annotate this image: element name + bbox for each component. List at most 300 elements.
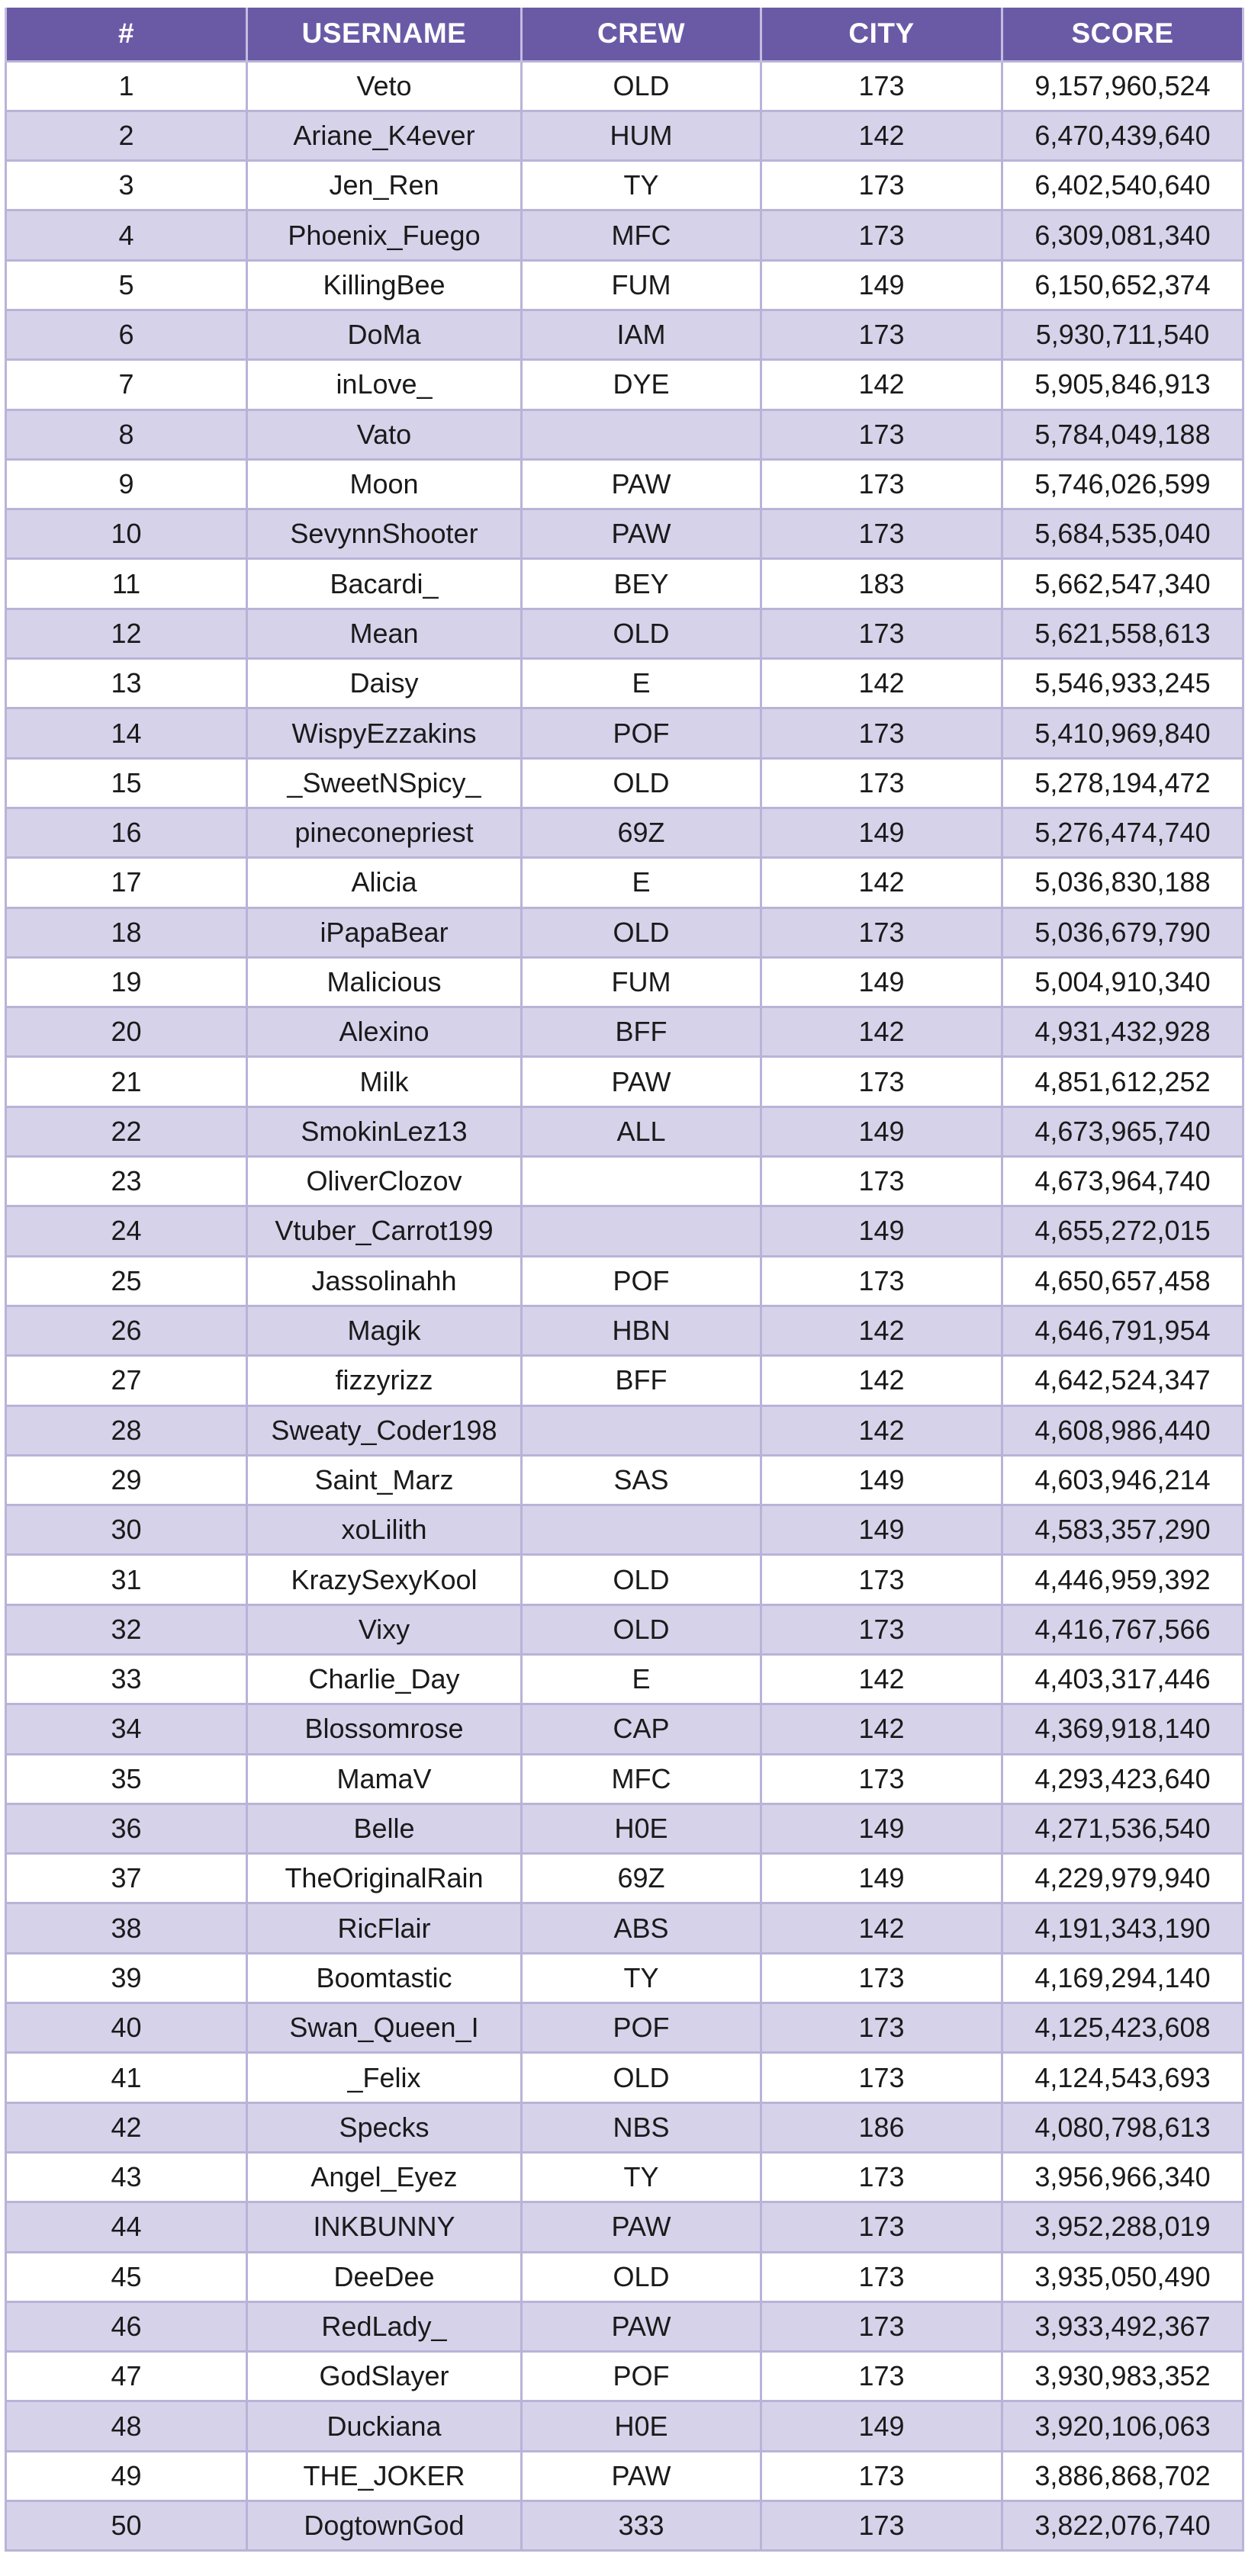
cell-username: Daisy — [247, 659, 522, 708]
table-row — [6, 2252, 1243, 2301]
table-row — [6, 161, 1243, 210]
cell-score: 4,650,657,458 — [1002, 1256, 1243, 1306]
cell-crew: BFF — [522, 1007, 761, 1057]
cell-score: 9,157,960,524 — [1002, 61, 1243, 111]
cell-score: 4,655,272,015 — [1002, 1206, 1243, 1256]
cell-username: Mean — [247, 609, 522, 658]
cell-rank: 27 — [6, 1356, 247, 1405]
cell-score: 4,931,432,928 — [1002, 1007, 1243, 1057]
cell-rank: 25 — [6, 1256, 247, 1306]
cell-city: 173 — [761, 2053, 1002, 2102]
cell-username: iPapaBear — [247, 907, 522, 957]
cell-score: 5,546,933,245 — [1002, 659, 1243, 708]
cell-crew: HBN — [522, 1306, 761, 1355]
cell-score: 3,933,492,367 — [1002, 2301, 1243, 2351]
cell-city: 173 — [761, 61, 1002, 111]
cell-city: 142 — [761, 111, 1002, 160]
table-header — [6, 8, 1243, 61]
table-row — [6, 1057, 1243, 1107]
cell-username: KillingBee — [247, 260, 522, 310]
cell-username: Swan_Queen_I — [247, 2003, 522, 2053]
cell-city: 173 — [761, 459, 1002, 509]
cell-city: 173 — [761, 1953, 1002, 2003]
cell-crew: POF — [522, 708, 761, 758]
table-row — [6, 559, 1243, 609]
cell-username: THE_JOKER — [247, 2451, 522, 2501]
cell-rank: 9 — [6, 459, 247, 509]
cell-score: 5,621,558,613 — [1002, 609, 1243, 658]
cell-rank: 47 — [6, 2352, 247, 2401]
cell-score: 4,608,986,440 — [1002, 1405, 1243, 1455]
cell-city: 173 — [761, 708, 1002, 758]
cell-username: Jassolinahh — [247, 1256, 522, 1306]
cell-crew: NBS — [522, 2102, 761, 2152]
cell-username: MamaV — [247, 1754, 522, 1804]
cell-username: KrazySexyKool — [247, 1555, 522, 1604]
cell-rank: 31 — [6, 1555, 247, 1604]
cell-city: 142 — [761, 1704, 1002, 1754]
table-row — [6, 1953, 1243, 2003]
header-row — [6, 8, 1243, 61]
cell-city: 173 — [761, 609, 1002, 658]
cell-city: 173 — [761, 2451, 1002, 2501]
cell-crew: PAW — [522, 2301, 761, 2351]
table-row — [6, 2003, 1243, 2053]
cell-city: 173 — [761, 2202, 1002, 2252]
cell-score: 4,583,357,290 — [1002, 1505, 1243, 1555]
cell-city: 149 — [761, 1854, 1002, 1903]
cell-username: Alexino — [247, 1007, 522, 1057]
cell-city: 173 — [761, 1754, 1002, 1804]
cell-city: 142 — [761, 1405, 1002, 1455]
cell-rank: 24 — [6, 1206, 247, 1256]
cell-crew — [522, 1405, 761, 1455]
table-row — [6, 1356, 1243, 1405]
table-row — [6, 609, 1243, 658]
table-row — [6, 1704, 1243, 1754]
cell-score: 6,402,540,640 — [1002, 161, 1243, 210]
cell-crew: FUM — [522, 957, 761, 1007]
cell-city: 149 — [761, 260, 1002, 310]
cell-rank: 29 — [6, 1455, 247, 1505]
cell-username: OliverClozov — [247, 1157, 522, 1206]
cell-rank: 23 — [6, 1157, 247, 1206]
cell-city: 149 — [761, 1206, 1002, 1256]
cell-city: 173 — [761, 1256, 1002, 1306]
cell-score: 3,952,288,019 — [1002, 2202, 1243, 2252]
cell-crew: PAW — [522, 459, 761, 509]
cell-crew: E — [522, 1655, 761, 1704]
cell-rank: 14 — [6, 708, 247, 758]
cell-city: 173 — [761, 2003, 1002, 2053]
cell-username: DoMa — [247, 310, 522, 359]
cell-rank: 50 — [6, 2501, 247, 2551]
cell-crew — [522, 1206, 761, 1256]
cell-score: 5,276,474,740 — [1002, 808, 1243, 857]
cell-username: Specks — [247, 2102, 522, 2152]
cell-city: 173 — [761, 2152, 1002, 2202]
cell-city: 149 — [761, 1107, 1002, 1156]
table-row — [6, 1206, 1243, 1256]
cell-crew: OLD — [522, 609, 761, 658]
table-row — [6, 659, 1243, 708]
cell-rank: 20 — [6, 1007, 247, 1057]
cell-rank: 41 — [6, 2053, 247, 2102]
cell-rank: 34 — [6, 1704, 247, 1754]
cell-score: 5,746,026,599 — [1002, 459, 1243, 509]
cell-rank: 44 — [6, 2202, 247, 2252]
table-row — [6, 957, 1243, 1007]
cell-rank: 8 — [6, 410, 247, 459]
leaderboard-table — [5, 8, 1244, 2552]
cell-username: RicFlair — [247, 1903, 522, 1953]
cell-rank: 6 — [6, 310, 247, 359]
cell-crew: TY — [522, 2152, 761, 2202]
cell-username: DeeDee — [247, 2252, 522, 2301]
cell-city: 142 — [761, 1007, 1002, 1057]
cell-city: 142 — [761, 1306, 1002, 1355]
cell-city: 173 — [761, 2501, 1002, 2551]
cell-rank: 5 — [6, 260, 247, 310]
cell-crew: FUM — [522, 260, 761, 310]
table-row — [6, 2301, 1243, 2351]
cell-crew: OLD — [522, 2053, 761, 2102]
cell-city: 183 — [761, 559, 1002, 609]
table-row — [6, 210, 1243, 260]
cell-score: 5,278,194,472 — [1002, 758, 1243, 808]
cell-username: Belle — [247, 1804, 522, 1853]
cell-score: 4,646,791,954 — [1002, 1306, 1243, 1355]
cell-score: 4,080,798,613 — [1002, 2102, 1243, 2152]
cell-crew: POF — [522, 2352, 761, 2401]
table-row — [6, 459, 1243, 509]
cell-score: 5,930,711,540 — [1002, 310, 1243, 359]
cell-rank: 2 — [6, 111, 247, 160]
header-username: USERNAME — [247, 8, 522, 61]
cell-rank: 17 — [6, 858, 247, 907]
cell-username: Jen_Ren — [247, 161, 522, 210]
table-body — [6, 61, 1243, 2551]
cell-score: 4,229,979,940 — [1002, 1854, 1243, 1903]
header-city: CITY — [761, 8, 1002, 61]
cell-city: 149 — [761, 1505, 1002, 1555]
cell-city: 173 — [761, 310, 1002, 359]
cell-rank: 40 — [6, 2003, 247, 2053]
table-row — [6, 708, 1243, 758]
cell-crew: H0E — [522, 2401, 761, 2451]
cell-username: Duckiana — [247, 2401, 522, 2451]
table-row — [6, 907, 1243, 957]
cell-rank: 42 — [6, 2102, 247, 2152]
cell-username: xoLilith — [247, 1505, 522, 1555]
cell-city: 173 — [761, 161, 1002, 210]
cell-rank: 48 — [6, 2401, 247, 2451]
cell-city: 142 — [761, 1356, 1002, 1405]
table-row — [6, 1903, 1243, 1953]
cell-crew — [522, 1505, 761, 1555]
cell-score: 4,673,965,740 — [1002, 1107, 1243, 1156]
cell-rank: 11 — [6, 559, 247, 609]
cell-city: 142 — [761, 1903, 1002, 1953]
cell-city: 173 — [761, 410, 1002, 459]
cell-score: 4,124,543,693 — [1002, 2053, 1243, 2102]
cell-username: GodSlayer — [247, 2352, 522, 2401]
cell-crew: BFF — [522, 1356, 761, 1405]
table-row — [6, 1804, 1243, 1853]
cell-rank: 7 — [6, 360, 247, 410]
cell-score: 3,920,106,063 — [1002, 2401, 1243, 2451]
cell-city: 173 — [761, 1604, 1002, 1654]
cell-city: 149 — [761, 2401, 1002, 2451]
cell-username: Milk — [247, 1057, 522, 1107]
cell-username: SmokinLez13 — [247, 1107, 522, 1156]
cell-score: 4,603,946,214 — [1002, 1455, 1243, 1505]
cell-crew: H0E — [522, 1804, 761, 1853]
cell-crew: 69Z — [522, 808, 761, 857]
cell-rank: 38 — [6, 1903, 247, 1953]
cell-username: Moon — [247, 459, 522, 509]
cell-score: 5,036,830,188 — [1002, 858, 1243, 907]
table-row — [6, 1256, 1243, 1306]
cell-city: 186 — [761, 2102, 1002, 2152]
cell-rank: 1 — [6, 61, 247, 111]
cell-rank: 18 — [6, 907, 247, 957]
cell-rank: 39 — [6, 1953, 247, 2003]
table-row — [6, 2501, 1243, 2551]
cell-city: 173 — [761, 907, 1002, 957]
cell-score: 4,191,343,190 — [1002, 1903, 1243, 1953]
cell-score: 5,784,049,188 — [1002, 410, 1243, 459]
cell-crew — [522, 1157, 761, 1206]
cell-crew: OLD — [522, 907, 761, 957]
cell-rank: 36 — [6, 1804, 247, 1853]
cell-username: Boomtastic — [247, 1953, 522, 2003]
cell-rank: 46 — [6, 2301, 247, 2351]
cell-score: 3,956,966,340 — [1002, 2152, 1243, 2202]
cell-crew: ALL — [522, 1107, 761, 1156]
cell-city: 173 — [761, 2352, 1002, 2401]
table-row — [6, 2053, 1243, 2102]
cell-crew: DYE — [522, 360, 761, 410]
cell-crew: CAP — [522, 1704, 761, 1754]
cell-crew: OLD — [522, 1604, 761, 1654]
table-row — [6, 2152, 1243, 2202]
cell-crew: OLD — [522, 758, 761, 808]
table-row — [6, 509, 1243, 559]
cell-score: 4,169,294,140 — [1002, 1953, 1243, 2003]
table-row — [6, 2401, 1243, 2451]
cell-crew: PAW — [522, 509, 761, 559]
cell-username: Charlie_Day — [247, 1655, 522, 1704]
header-score: SCORE — [1002, 8, 1243, 61]
cell-crew: OLD — [522, 2252, 761, 2301]
cell-score: 5,410,969,840 — [1002, 708, 1243, 758]
cell-crew: PAW — [522, 2451, 761, 2501]
cell-username: Veto — [247, 61, 522, 111]
cell-rank: 22 — [6, 1107, 247, 1156]
cell-rank: 4 — [6, 210, 247, 260]
cell-rank: 28 — [6, 1405, 247, 1455]
table-row — [6, 1107, 1243, 1156]
cell-score: 4,271,536,540 — [1002, 1804, 1243, 1853]
cell-crew — [522, 410, 761, 459]
cell-score: 4,642,524,347 — [1002, 1356, 1243, 1405]
table-row — [6, 2352, 1243, 2401]
cell-username: Sweaty_Coder198 — [247, 1405, 522, 1455]
cell-score: 3,886,868,702 — [1002, 2451, 1243, 2501]
cell-username: TheOriginalRain — [247, 1854, 522, 1903]
table-row — [6, 1754, 1243, 1804]
cell-username: SevynnShooter — [247, 509, 522, 559]
table-row — [6, 410, 1243, 459]
cell-crew: TY — [522, 1953, 761, 2003]
cell-score: 4,293,423,640 — [1002, 1754, 1243, 1804]
cell-rank: 32 — [6, 1604, 247, 1654]
cell-rank: 3 — [6, 161, 247, 210]
cell-username: _Felix — [247, 2053, 522, 2102]
cell-score: 4,446,959,392 — [1002, 1555, 1243, 1604]
table-row — [6, 1405, 1243, 1455]
table-row — [6, 1007, 1243, 1057]
cell-score: 6,470,439,640 — [1002, 111, 1243, 160]
table-row — [6, 260, 1243, 310]
table-row — [6, 1455, 1243, 1505]
table-row — [6, 1505, 1243, 1555]
cell-username: Blossomrose — [247, 1704, 522, 1754]
cell-username: pineconepriest — [247, 808, 522, 857]
cell-city: 173 — [761, 1157, 1002, 1206]
cell-username: Ariane_K4ever — [247, 111, 522, 160]
cell-rank: 19 — [6, 957, 247, 1007]
cell-score: 4,369,918,140 — [1002, 1704, 1243, 1754]
cell-crew: 69Z — [522, 1854, 761, 1903]
cell-username: Angel_Eyez — [247, 2152, 522, 2202]
cell-crew: IAM — [522, 310, 761, 359]
cell-city: 149 — [761, 957, 1002, 1007]
cell-username: DogtownGod — [247, 2501, 522, 2551]
cell-username: Alicia — [247, 858, 522, 907]
cell-score: 4,403,317,446 — [1002, 1655, 1243, 1704]
cell-username: Malicious — [247, 957, 522, 1007]
cell-city: 142 — [761, 1655, 1002, 1704]
cell-username: Phoenix_Fuego — [247, 210, 522, 260]
cell-score: 5,905,846,913 — [1002, 360, 1243, 410]
cell-score: 3,935,050,490 — [1002, 2252, 1243, 2301]
cell-username: Vato — [247, 410, 522, 459]
cell-score: 4,851,612,252 — [1002, 1057, 1243, 1107]
cell-rank: 13 — [6, 659, 247, 708]
cell-rank: 37 — [6, 1854, 247, 1903]
cell-crew: PAW — [522, 1057, 761, 1107]
cell-crew: MFC — [522, 210, 761, 260]
cell-rank: 10 — [6, 509, 247, 559]
cell-rank: 33 — [6, 1655, 247, 1704]
cell-score: 4,416,767,566 — [1002, 1604, 1243, 1654]
cell-username: WispyEzzakins — [247, 708, 522, 758]
cell-score: 6,309,081,340 — [1002, 210, 1243, 260]
cell-score: 4,673,964,740 — [1002, 1157, 1243, 1206]
cell-username: Vixy — [247, 1604, 522, 1654]
table-row — [6, 1604, 1243, 1654]
cell-rank: 12 — [6, 609, 247, 658]
cell-city: 173 — [761, 509, 1002, 559]
cell-city: 173 — [761, 1057, 1002, 1107]
cell-rank: 30 — [6, 1505, 247, 1555]
table-row — [6, 61, 1243, 111]
cell-score: 5,662,547,340 — [1002, 559, 1243, 609]
cell-crew: MFC — [522, 1754, 761, 1804]
table-row — [6, 310, 1243, 359]
cell-crew: BEY — [522, 559, 761, 609]
cell-city: 142 — [761, 360, 1002, 410]
cell-rank: 35 — [6, 1754, 247, 1804]
cell-score: 3,930,983,352 — [1002, 2352, 1243, 2401]
header-rank: # — [6, 8, 247, 61]
cell-rank: 26 — [6, 1306, 247, 1355]
cell-rank: 49 — [6, 2451, 247, 2501]
cell-score: 6,150,652,374 — [1002, 260, 1243, 310]
table-row — [6, 858, 1243, 907]
table-row — [6, 1854, 1243, 1903]
cell-rank: 21 — [6, 1057, 247, 1107]
cell-username: Vtuber_Carrot199 — [247, 1206, 522, 1256]
cell-rank: 43 — [6, 2152, 247, 2202]
table-row — [6, 1555, 1243, 1604]
table-row — [6, 2202, 1243, 2252]
cell-username: _SweetNSpicy_ — [247, 758, 522, 808]
cell-crew: HUM — [522, 111, 761, 160]
table-row — [6, 1655, 1243, 1704]
cell-crew: E — [522, 858, 761, 907]
cell-username: Bacardi_ — [247, 559, 522, 609]
cell-city: 142 — [761, 659, 1002, 708]
cell-username: inLove_ — [247, 360, 522, 410]
table-row — [6, 360, 1243, 410]
table-row — [6, 758, 1243, 808]
table-row — [6, 808, 1243, 857]
table-row — [6, 1157, 1243, 1206]
cell-score: 4,125,423,608 — [1002, 2003, 1243, 2053]
cell-city: 149 — [761, 1455, 1002, 1505]
cell-crew: PAW — [522, 2202, 761, 2252]
cell-crew: POF — [522, 2003, 761, 2053]
cell-username: RedLady_ — [247, 2301, 522, 2351]
cell-crew: POF — [522, 1256, 761, 1306]
cell-username: Saint_Marz — [247, 1455, 522, 1505]
cell-city: 173 — [761, 2252, 1002, 2301]
cell-city: 149 — [761, 808, 1002, 857]
cell-score: 5,004,910,340 — [1002, 957, 1243, 1007]
cell-crew: ABS — [522, 1903, 761, 1953]
header-crew: CREW — [522, 8, 761, 61]
cell-city: 142 — [761, 858, 1002, 907]
cell-score: 3,822,076,740 — [1002, 2501, 1243, 2551]
cell-city: 173 — [761, 2301, 1002, 2351]
cell-crew: 333 — [522, 2501, 761, 2551]
cell-score: 5,036,679,790 — [1002, 907, 1243, 957]
cell-username: INKBUNNY — [247, 2202, 522, 2252]
cell-username: Magik — [247, 1306, 522, 1355]
cell-city: 173 — [761, 210, 1002, 260]
cell-city: 173 — [761, 758, 1002, 808]
table-row — [6, 1306, 1243, 1355]
cell-username: fizzyrizz — [247, 1356, 522, 1405]
cell-rank: 45 — [6, 2252, 247, 2301]
cell-crew: SAS — [522, 1455, 761, 1505]
table-row — [6, 111, 1243, 160]
cell-city: 173 — [761, 1555, 1002, 1604]
cell-score: 5,684,535,040 — [1002, 509, 1243, 559]
